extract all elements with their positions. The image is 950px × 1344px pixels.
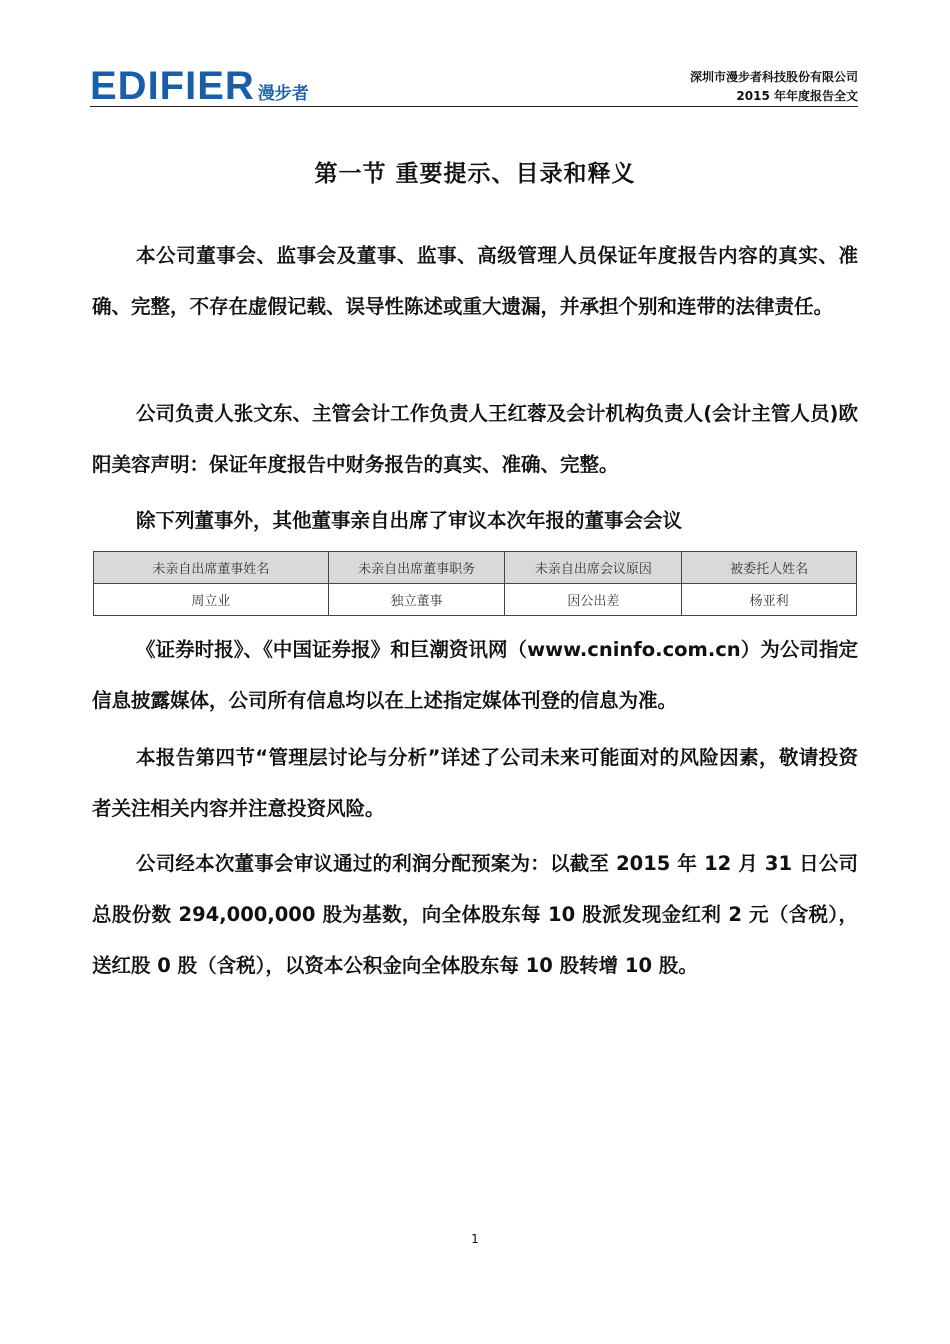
header-divider [90,106,858,107]
paragraph-risk-notice: 本报告第四节“管理层讨论与分析”详述了公司未来可能面对的风险因素，敬请投资者关注相关内容并注意投资风险。 [92,746,858,820]
page-number: 1 [471,1232,479,1246]
company-name: 深圳市漫步者科技股份有限公司 [689,70,858,84]
edifier-logo [90,66,309,106]
table-cell: 杨亚利 [682,584,857,616]
table-header-cell: 未亲自出席会议原因 [505,552,682,584]
table-header-row [94,552,857,584]
paragraph-disclosure-media: 《证券时报》、《中国证券报》和巨潮资讯网（www.cninfo.com.cn）为公司指定信息披露媒体，公司所有信息均以在上述指定媒体刊登的信息为准。 [92,638,858,712]
report-header-info [690,68,858,106]
table-cell: 周立业 [94,584,329,616]
section-title: 第一节 重要提示、目录和释义 [314,161,636,187]
table-header-cell: 未亲自出席董事职务 [328,552,505,584]
logo-chinese-name: 漫步者 [257,84,309,104]
table-header-cell: 未亲自出席董事姓名 [94,552,329,584]
table-header-cell: 被委托人姓名 [682,552,857,584]
table-cell: 独立董事 [328,584,505,616]
paragraph-financial-statement: 公司负责人张文东、主管会计工作负责人王红蓉及会计机构负责人(会计主管人员)欧阳美容声明：保证年度报告中财务报告的真实、准确、完整。 [92,402,858,476]
absent-directors-table [93,551,857,616]
table-cell: 因公出差 [505,584,682,616]
table-row [94,584,857,616]
paragraph-profit-distribution: 公司经本次董事会审议通过的利润分配预案为：以截至 2015 年 12 月 31 日公司总股份数 294,000,000 股为基数，向全体股东每 10 股派发现金红利 2 元（含税），送红股 0 股（含税），以资本公积金向全体股东每 10 股转增 10 股。 [92,852,858,977]
paragraph-board-guarantee: 本公司董事会、监事会及董事、监事、高级管理人员保证年度报告内容的真实、准确、完整，不存在虚假记载、误导性陈述或重大遗漏，并承担个别和连带的法律责任。 [92,244,858,318]
paragraph-attendance: 除下列董事外，其他董事亲自出席了审议本次年报的董事会会议 [136,509,683,532]
logo-wordmark: EDIFIER [90,64,255,108]
report-name: 2015 年年度报告全文 [736,89,858,103]
